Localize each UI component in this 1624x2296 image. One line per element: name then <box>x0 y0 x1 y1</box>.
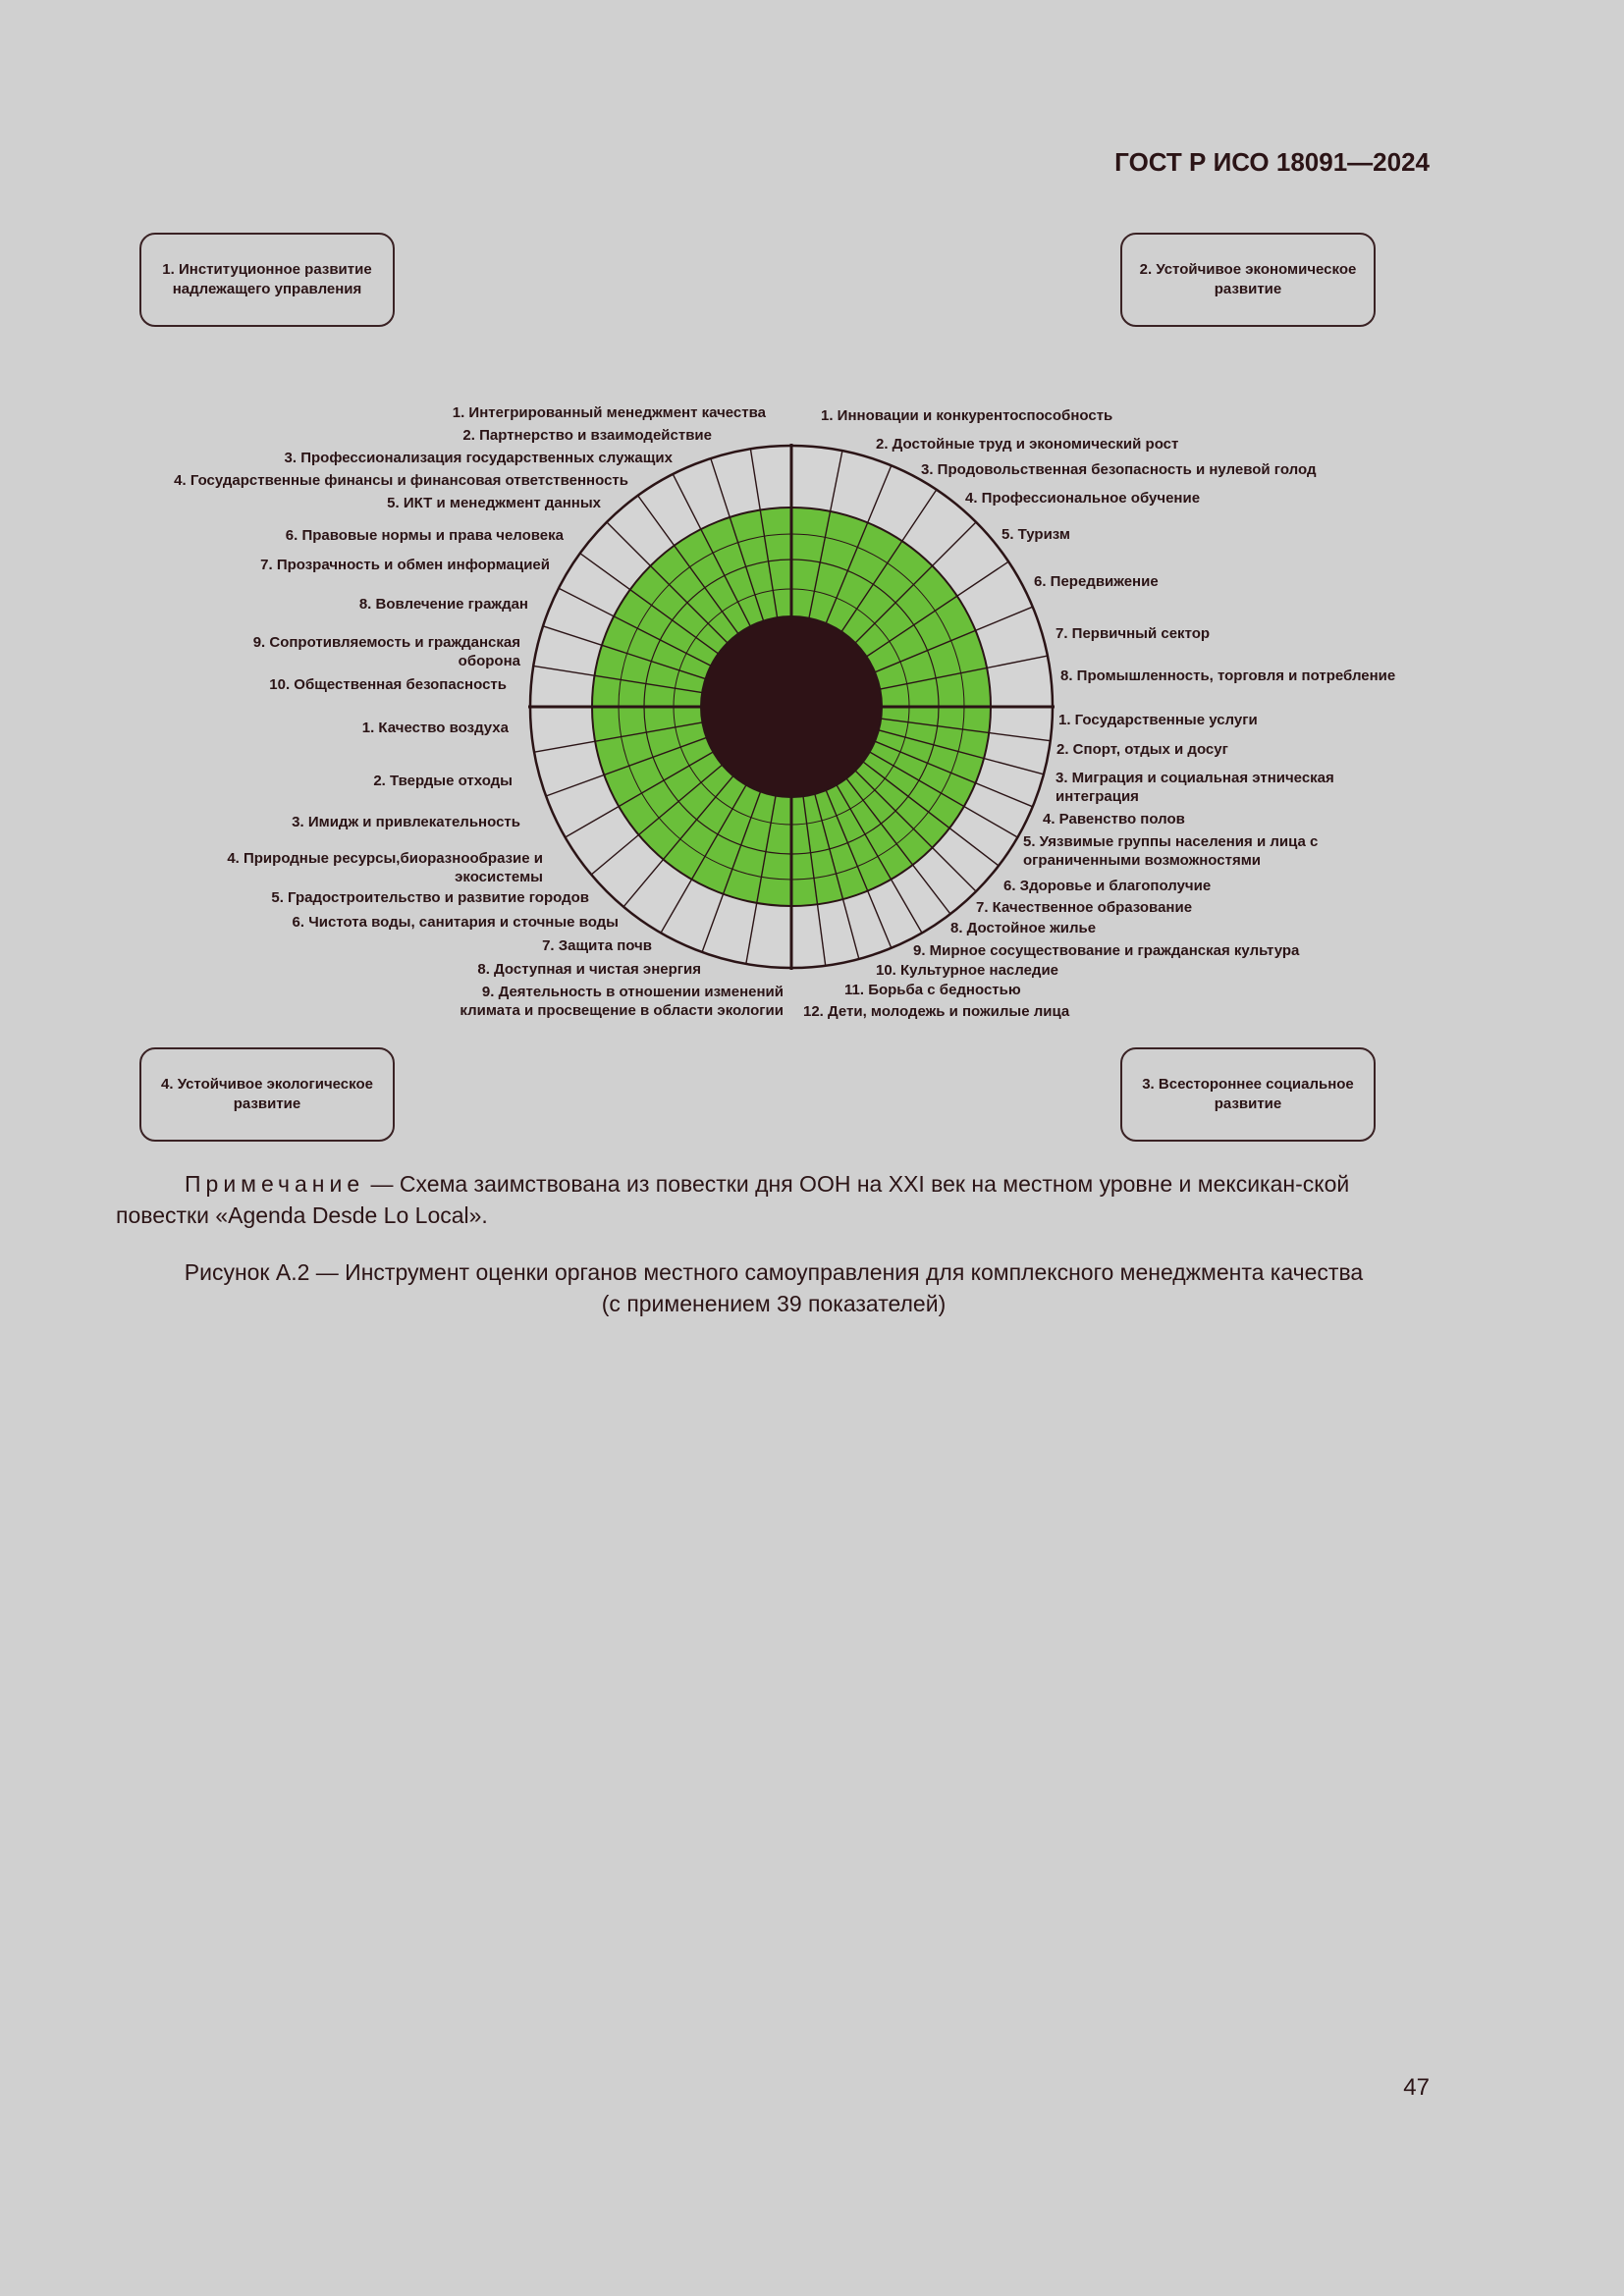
indicator-label: 10. Общественная безопасность <box>269 676 507 693</box>
indicator-label: 1. Государственные услуги <box>1058 712 1258 728</box>
note-text: — Схема заимствована из повестки дня ООН на XXI век на местном уровне и мексикан-ской повестки «Agenda Desde Lo Local». <box>116 1171 1350 1228</box>
indicator-label: 1. Инновации и конкурентоспособность <box>821 407 1113 424</box>
indicator-label: 1. Качество воздуха <box>361 720 509 736</box>
indicator-label: 12. Дети, молодежь и пожилые лица <box>803 1003 1070 1020</box>
wheel-core <box>701 616 882 797</box>
indicator-label: 3. Профессионализация государственных служащих <box>284 450 673 466</box>
indicator-label: 4. Равенство полов <box>1043 811 1185 828</box>
indicator-label: 5. ИКТ и менеджмент данных <box>387 495 601 511</box>
indicator-label: 8. Достойное жилье <box>950 920 1097 936</box>
indicator-label: 6. Здоровье и благополучие <box>1003 878 1212 894</box>
caption-line-2: (с применением 39 показателей) <box>601 1291 947 1316</box>
category-box-label: 2. Устойчивое экономическое развитие <box>1139 261 1357 297</box>
indicator-label: 4. Государственные финансы и финансовая ответственность <box>174 472 628 489</box>
indicator-label: 3. Миграция и социальная этническая интеграция <box>1056 770 1334 805</box>
note-prefix: Примечание <box>185 1171 365 1197</box>
page-number: 47 <box>1403 2074 1430 2101</box>
assessment-wheel <box>0 0 1624 1080</box>
indicator-label: 10. Культурное наследие <box>876 962 1059 979</box>
indicator-label: 8. Промышленность, торговля и потребление <box>1060 667 1396 684</box>
caption-line-1: Рисунок А.2 — Инструмент оценки органов местного самоуправления для комплексного менеджмента качества <box>184 1259 1364 1285</box>
indicator-label: 7. Защита почв <box>542 937 652 954</box>
document-header: ГОСТ Р ИСО 18091—2024 <box>1114 147 1430 177</box>
indicator-label: 9. Деятельность в отношении изменений климата и просвещение в области экологии <box>460 984 784 1019</box>
indicator-label: 9. Сопротивляемость и гражданская оборона <box>252 634 520 669</box>
indicator-label: 4. Профессиональное обучение <box>965 490 1201 507</box>
indicator-label: 5. Градостроительство и развитие городов <box>271 889 589 906</box>
indicator-label: 2. Партнерство и взаимодействие <box>462 427 712 444</box>
category-box-label: 1. Институционное развитие надлежащего управления <box>162 261 372 297</box>
indicator-label: 3. Продовольственная безопасность и нулевой голод <box>921 461 1317 478</box>
indicator-label: 6. Передвижение <box>1034 573 1159 590</box>
indicator-label: 5. Туризм <box>1001 526 1070 543</box>
indicator-label: 2. Достойные труд и экономический рост <box>876 436 1179 453</box>
indicator-label: 3. Имидж и привлекательность <box>292 814 520 830</box>
indicator-label: 8. Доступная и чистая энергия <box>477 961 701 978</box>
category-box-label: 3. Всестороннее социальное развитие <box>1142 1076 1354 1112</box>
indicator-label: 6. Правовые нормы и права человека <box>285 527 564 544</box>
indicator-label: 7. Первичный сектор <box>1056 625 1211 642</box>
indicator-label: 6. Чистота воды, санитария и сточные воды <box>292 914 619 931</box>
indicator-label: 7. Качественное образование <box>976 899 1193 916</box>
figure-note <box>116 1168 1432 1231</box>
indicator-label: 8. Вовлечение граждан <box>358 596 528 613</box>
indicator-label: 2. Твердые отходы <box>373 773 513 789</box>
indicator-label: 1. Интегрированный менеджмент качества <box>452 404 766 421</box>
indicator-label: 9. Мирное сосуществование и гражданская культура <box>913 942 1300 959</box>
indicator-label: 2. Спорт, отдых и досуг <box>1056 741 1228 758</box>
indicator-label: 7. Прозрачность и обмен информацией <box>260 557 550 573</box>
figure-caption <box>116 1256 1432 1319</box>
category-box-label: 4. Устойчивое экологическое развитие <box>161 1076 373 1112</box>
indicator-label: 11. Борьба с бедностью <box>844 982 1021 998</box>
indicator-label: 4. Природные ресурсы,биоразнообразие и экосистемы <box>227 850 543 885</box>
indicator-label: 5. Уязвимые группы населения и лица с ограниченными возможностями <box>1023 833 1319 869</box>
